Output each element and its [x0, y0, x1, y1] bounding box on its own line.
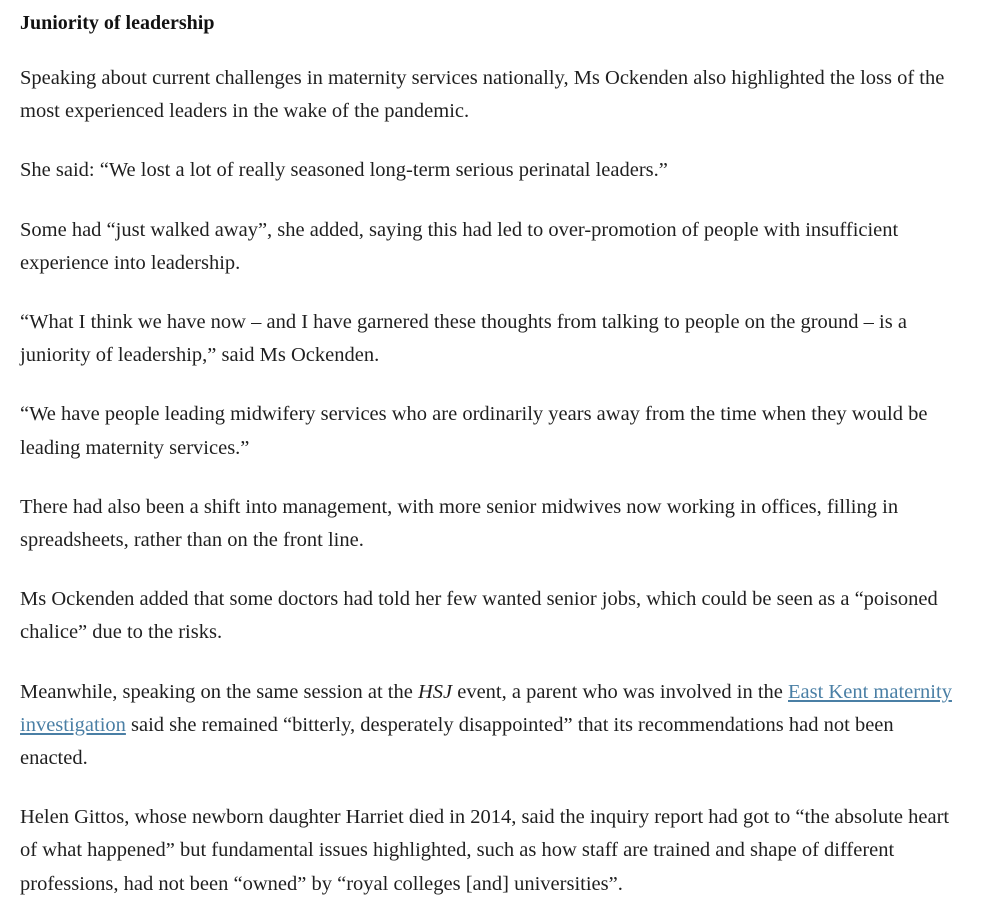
- paragraph-4: “What I think we have now – and I have garnered these thoughts from talking to people on the ground – is a juniority of leadership,” said Ms Ockenden.: [20, 311, 907, 367]
- publication-name: HSJ: [417, 680, 453, 703]
- paragraph-5: “We have people leading midwifery services who are ordinarily years away from the time when they would be leading maternity services.”: [20, 403, 928, 459]
- paragraph-1: Speaking about current challenges in maternity services nationally, Ms Ockenden also highlighted the loss of the most experienced leaders in the wake of the pandemic.: [20, 67, 945, 123]
- paragraph-6: There had also been a shift into management, with more senior midwives now working in offices, filling in spreadsheets, rather than on the front line.: [20, 495, 899, 552]
- paragraph-3: Some had “just walked away”, she added, saying this had led to over-promotion of people with insufficient experience into leadership.: [20, 218, 899, 274]
- paragraph-7: Ms Ockenden added that some doctors had told her few wanted senior jobs, which could be seen as a “poisoned chalice” due to the risks.: [20, 588, 938, 644]
- east-kent-investigation-link[interactable]: East Kent maternity investigation: [20, 680, 952, 736]
- link-paragraph-lead-text: Meanwhile, speaking on the same session at the: [20, 680, 418, 703]
- link-paragraph-mid-text: event, a parent who was involved in the: [452, 680, 788, 703]
- link-paragraph-tail-text: said she remained “bitterly, desperately disappointed” that its recommendations had not been enacted.: [20, 713, 894, 770]
- page-title: Juniority of leadership: [20, 12, 215, 34]
- paragraph-9: Helen Gittos, whose newborn daughter Harriet died in 2014, said the inquiry report had got to “the absolute heart of what happened” but fundamental issues highlighted, such as how staff are trained and shape of different professions, had not been “owned” by “royal colleges [and] universities”.: [20, 806, 950, 895]
- paragraph-2: She said: “We lost a lot of really seasoned long-term serious perinatal leaders.”: [20, 159, 668, 182]
- paragraph-with-link: [20, 676, 964, 776]
